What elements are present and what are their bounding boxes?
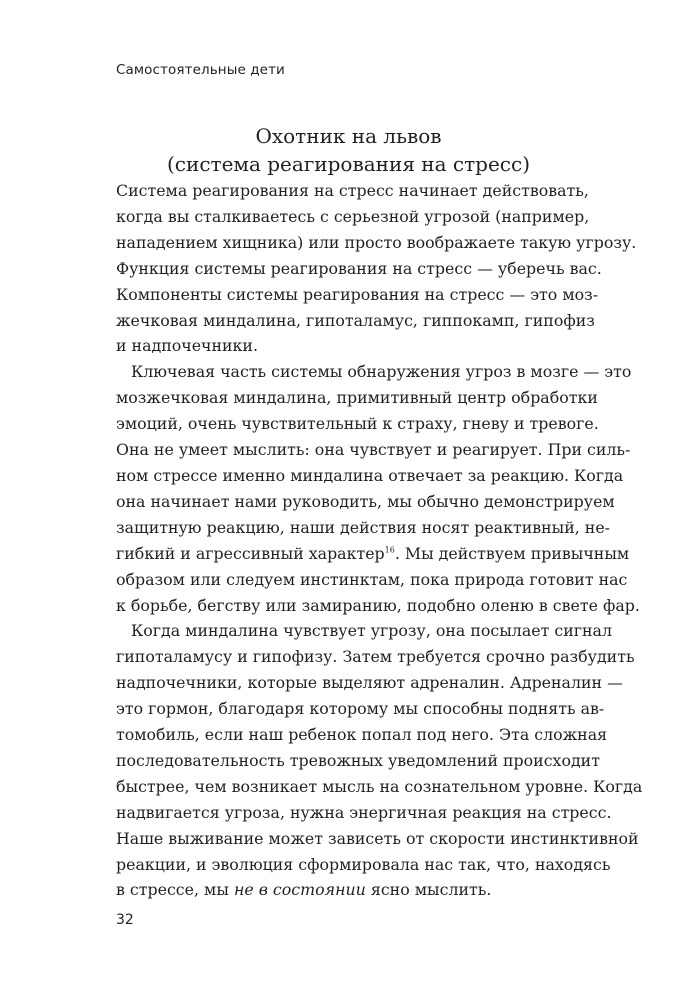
text-line: Когда миндалина чувствует угрозу, она посылает сигнал (131, 621, 612, 641)
section-title-line-1: Охотник на львов (255, 124, 442, 148)
text-line: реакции, и эволюция сформировала нас так, что, находясь (116, 854, 611, 874)
body-text (116, 178, 643, 903)
text-line: быстрее, чем возникает мысль на сознательном уровне. Когда (116, 776, 643, 796)
text-line: Ключевая часть системы обнаружения угроз в мозге — это (131, 362, 632, 382)
text-line: эмоций, очень чувствительный к страху, гневу и тревоге. (116, 414, 599, 434)
text-line: надпочечники, которые выделяют адреналин. Адреналин — (116, 673, 623, 693)
text-fragment: в стрессе, мы (116, 880, 234, 900)
text-line: Функция системы реагирования на стресс — уберечь вас. (116, 258, 602, 278)
text-fragment: гибкий и агрессивный характер (116, 543, 385, 563)
page-number: 32 (116, 912, 134, 928)
text-line: она начинает нами руководить, мы обычно демонстрируем (116, 491, 615, 511)
section-title-line-2: (система реагирования на стресс) (166, 152, 531, 176)
text-line: мозжечковая миндалина, примитивный центр обработки (116, 388, 598, 408)
text-line: нападением хищника) или просто воображаете такую угрозу. (116, 232, 637, 252)
text-line: это гормон, благодаря которому мы способны поднять ав- (116, 699, 605, 719)
text-line: ном стрессе именно миндалина отвечает за реакцию. Когда (116, 465, 624, 485)
text-fragment: . Мы действуем привычным (394, 543, 630, 563)
running-head: Самостоятельные дети (116, 62, 285, 78)
text-line: Она не умеет мыслить: она чувствует и реагирует. При силь- (116, 440, 631, 460)
text-line: образом или следуем инстинктам, пока природа готовит нас (116, 569, 628, 589)
text-fragment: ясно мыслить. (365, 880, 492, 900)
emphasized-text: не в состоянии (233, 880, 366, 900)
text-line: жечковая миндалина, гипоталамус, гиппокамп, гипофиз (116, 310, 595, 330)
text-line: последовательность тревожных уведомлений происходит (116, 750, 600, 770)
text-line: Компоненты системы реагирования на стресс — это моз- (116, 284, 599, 304)
text-line: надвигается угроза, нужна энергичная реакция на стресс. (116, 802, 612, 822)
text-line: Система реагирования на стресс начинает действовать, (116, 181, 589, 200)
text-line: Наше выживание может зависеть от скорости инстинктивной (116, 828, 639, 848)
text-line: когда вы сталкиваетесь с серьезной угрозой (например, (116, 206, 590, 226)
footnote-reference[interactable]: 16 (384, 545, 395, 555)
text-line (116, 541, 630, 567)
text-line: к борьбе, бегству или замиранию, подобно оленю в свете фар. (116, 595, 640, 615)
text-line: гипоталамусу и гипофизу. Затем требуется срочно разбудить (116, 647, 635, 667)
text-line (116, 877, 581, 903)
text-line: томобиль, если наш ребенок попал под него. Эта сложная (116, 725, 608, 745)
text-line: и надпочечники. (116, 336, 258, 356)
text-line: защитную реакцию, наши действия носят реактивный, не- (116, 517, 611, 537)
section-title (116, 122, 581, 178)
